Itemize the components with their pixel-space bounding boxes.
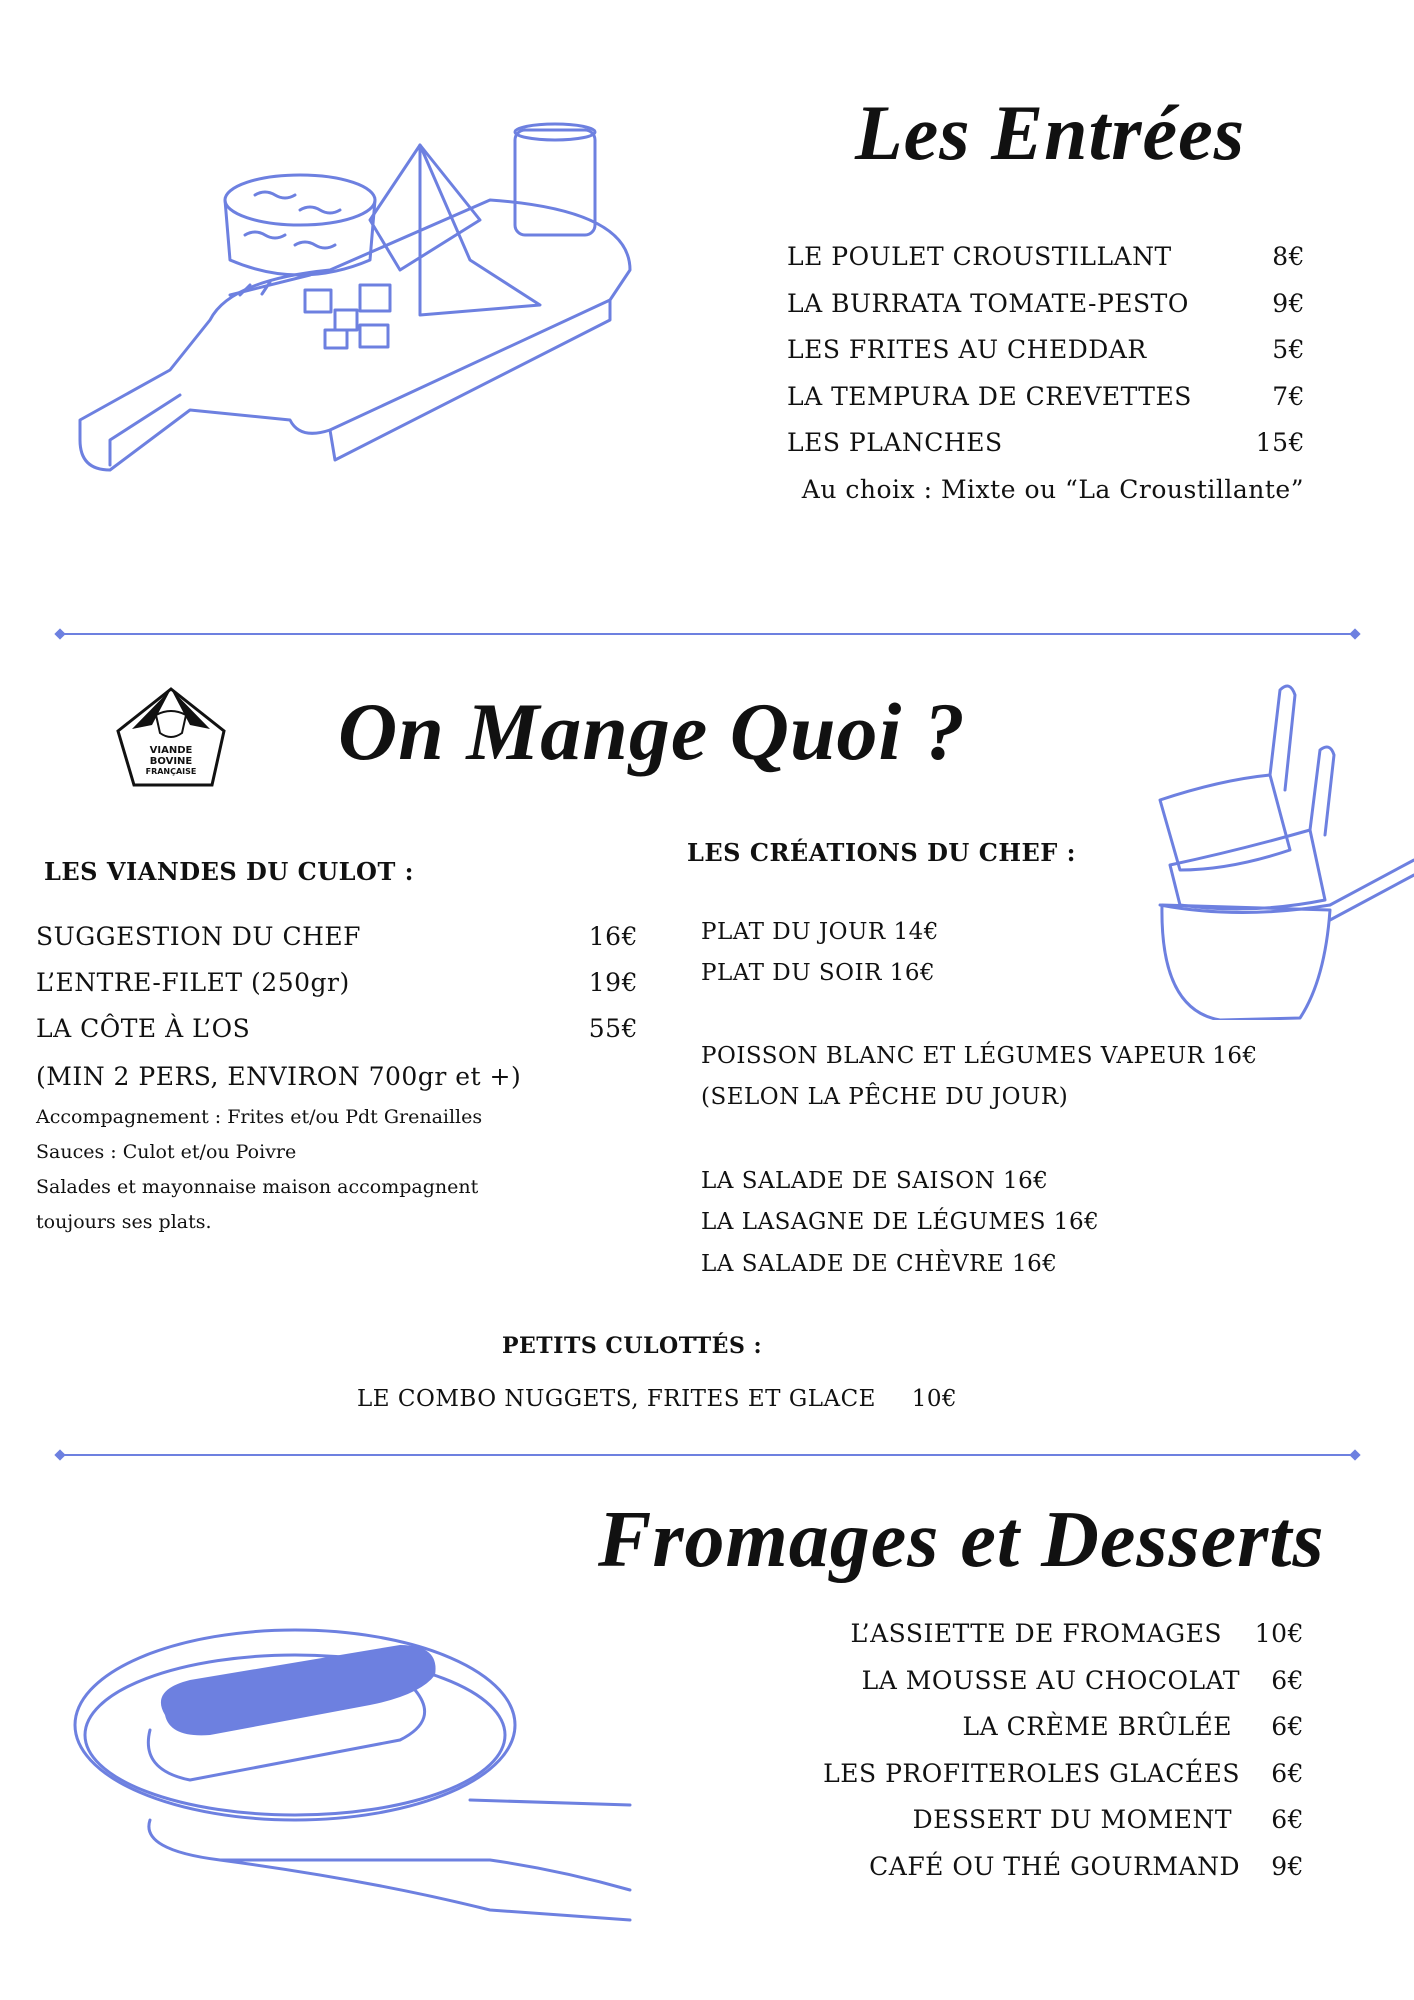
- menu-item: [787, 382, 1305, 411]
- item-name: LA BURRATA TOMATE-PESTO: [787, 289, 1189, 318]
- menu-item: [787, 428, 1305, 457]
- menu-item: [36, 1014, 638, 1043]
- kids-item: [357, 1386, 957, 1412]
- item-price: 16€: [588, 922, 638, 951]
- creation-line: POISSON BLANC ET LÉGUMES VAPEUR 16€: [701, 1043, 1258, 1069]
- item-name: LA MOUSSE AU CHOCOLAT: [861, 1666, 1240, 1695]
- viandes-note: Salades et mayonnaise maison accompagnent: [36, 1176, 479, 1198]
- menu-item: [36, 968, 638, 997]
- item-name: LA CÔTE À L’OS: [36, 1014, 251, 1043]
- item-price: 10€: [911, 1386, 958, 1412]
- item-name: LA TEMPURA DE CREVETTES: [787, 382, 1192, 411]
- item-name: SUGGESTION DU CHEF: [36, 922, 361, 951]
- menu-item: [787, 242, 1305, 271]
- item-name: L’ENTRE-FILET (250gr): [36, 968, 350, 997]
- creation-line: (SELON LA PÊCHE DU JOUR): [701, 1084, 1069, 1110]
- item-price: 6€: [1271, 1712, 1304, 1741]
- desserts-title: Fromages et Desserts: [598, 1496, 1325, 1584]
- viandes-detail: (MIN 2 PERS, ENVIRON 700gr et +): [36, 1062, 522, 1091]
- item-price: 19€: [588, 968, 638, 997]
- viandes-note: toujours ses plats.: [36, 1211, 212, 1233]
- eclair-plate-illustration: [70, 1620, 650, 1940]
- viandes-note: Sauces : Culot et/ou Poivre: [36, 1141, 297, 1163]
- menu-item: [787, 335, 1305, 364]
- item-price: 5€: [1272, 335, 1305, 364]
- item-price: 6€: [1271, 1759, 1304, 1788]
- cooking-pots-illustration: [1150, 680, 1414, 1020]
- item-name: CAFÉ OU THÉ GOURMAND: [869, 1852, 1240, 1881]
- item-price: 10€: [1254, 1619, 1304, 1648]
- viandes-heading: LES VIANDES DU CULOT :: [44, 857, 415, 886]
- section-divider: [60, 633, 1355, 635]
- kids-heading: PETITS CULOTTÉS :: [502, 1333, 763, 1359]
- creation-line: PLAT DU SOIR 16€: [701, 960, 936, 986]
- item-name: LES PROFITEROLES GLACÉES: [823, 1759, 1240, 1788]
- item-price: 6€: [1271, 1805, 1304, 1834]
- creations-heading: LES CRÉATIONS DU CHEF :: [687, 838, 1077, 867]
- item-price: 9€: [1272, 289, 1305, 318]
- item-name: DESSERT DU MOMENT: [912, 1805, 1232, 1834]
- creation-line: PLAT DU JOUR 14€: [701, 919, 939, 945]
- creation-line: LA LASAGNE DE LÉGUMES 16€: [701, 1209, 1100, 1235]
- item-name: LES FRITES AU CHEDDAR: [787, 335, 1147, 364]
- menu-item: [787, 289, 1305, 318]
- item-name: L’ASSIETTE DE FROMAGES: [850, 1619, 1222, 1648]
- cheese-board-illustration: [70, 120, 650, 480]
- section-divider: [60, 1454, 1355, 1456]
- item-name: LA CRÈME BRÛLÉE: [962, 1712, 1232, 1741]
- svg-text:FRANÇAISE: FRANÇAISE: [145, 767, 197, 776]
- entrees-note: Au choix : Mixte ou “La Croustillante”: [801, 475, 1304, 504]
- item-price: 8€: [1272, 242, 1305, 271]
- creation-line: LA SALADE DE CHÈVRE 16€: [701, 1251, 1058, 1277]
- viande-bovine-francaise-logo: [112, 685, 230, 793]
- item-price: 55€: [588, 1014, 638, 1043]
- creation-line: LA SALADE DE SAISON 16€: [701, 1168, 1049, 1194]
- svg-text:BOVINE: BOVINE: [149, 756, 193, 767]
- item-name: LE COMBO NUGGETS, FRITES ET GLACE: [357, 1386, 876, 1412]
- item-price: 6€: [1271, 1666, 1304, 1695]
- item-name: LES PLANCHES: [787, 428, 1003, 457]
- menu-item: [36, 922, 638, 951]
- svg-text:VIANDE: VIANDE: [149, 745, 193, 756]
- item-name: LE POULET CROUSTILLANT: [787, 242, 1172, 271]
- entrees-title: Les Entrées: [855, 89, 1246, 176]
- main-title: On Mange Quoi ?: [338, 686, 966, 777]
- item-price: 7€: [1272, 382, 1305, 411]
- item-price: 15€: [1255, 428, 1305, 457]
- viandes-note: Accompagnement : Frites et/ou Pdt Grenailles: [36, 1106, 483, 1128]
- item-price: 9€: [1271, 1852, 1304, 1881]
